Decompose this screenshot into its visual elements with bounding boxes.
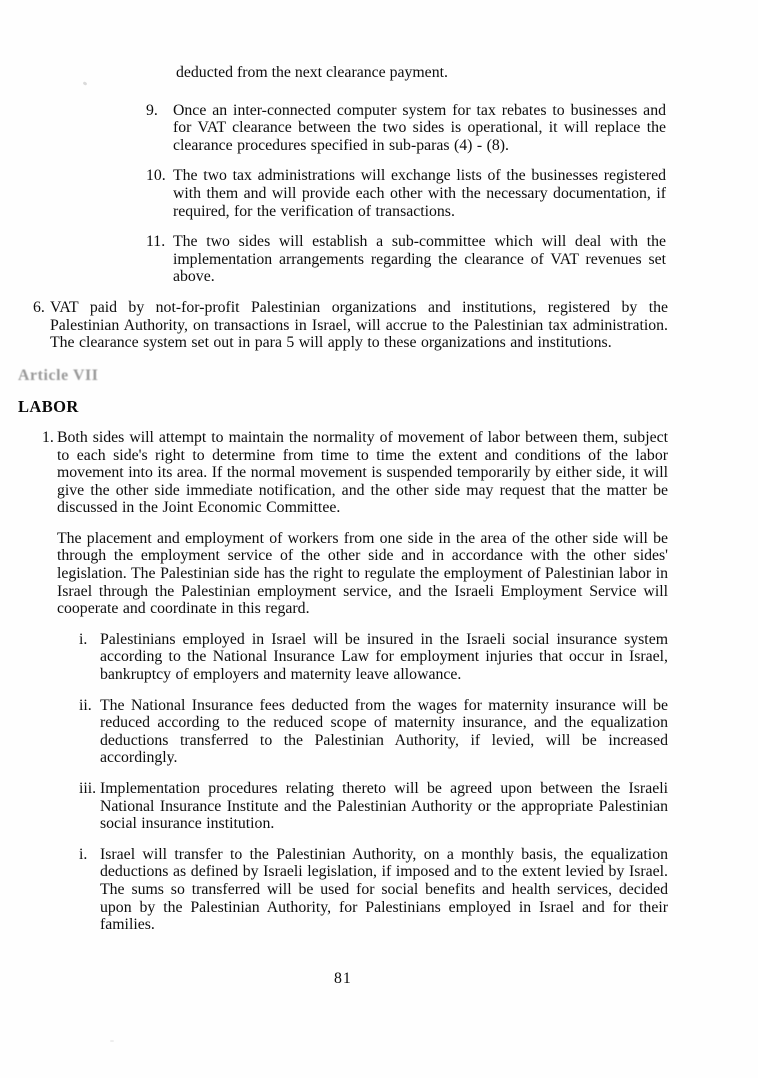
scan-speck-artifact xyxy=(110,1040,114,1042)
item-number: 10. xyxy=(146,167,166,185)
article-vii-heading: Article VII xyxy=(18,366,99,384)
list-item-11 xyxy=(146,233,666,286)
item-number: 6. xyxy=(33,298,45,316)
item-number: 1. xyxy=(42,428,54,446)
list-item-10 xyxy=(146,167,666,220)
roman-item-iii xyxy=(79,780,668,833)
page-number: 81 xyxy=(334,969,352,987)
item-text: Implementation procedures relating thereto will be agreed upon between the Israeli National Insurance Institute and the Palestinian Authority or the appropriate Palestinian social insurance institution. xyxy=(100,780,668,833)
item-marker: i. xyxy=(79,845,88,863)
item-text: Palestinians employed in Israel will be insured in the Israeli social insurance system according to the National Insurance Law for employment injuries that occur in Israel, bankruptcy of employers and maternity leave allowance. xyxy=(100,630,668,684)
list-item-1 xyxy=(42,429,668,517)
item-marker: iii. xyxy=(79,780,97,797)
roman-item-ii xyxy=(79,697,668,767)
item-text: Israel will transfer to the Palestinian Authority, on a monthly basis, the equalization deductions as defined by Israeli legislation, if imposed and to the extent levied by Israel. The sums so transferred will be used for social benefits and health services, decided upon by the Palestinian Authority, for Palestinians employed in Israel and for their families. xyxy=(100,845,668,934)
list-item-6 xyxy=(33,299,668,352)
roman-item-i-2 xyxy=(79,846,668,934)
labor-section-heading: LABOR xyxy=(18,397,79,417)
item-text: VAT paid by not-for-profit Palestinian organizations and institutions, registered by the Palestinian Authority, on transactions in Israel, will accrue to the Palestinian tax administration. The clearance system set out in para 5 will apply to these organizations and institutions. xyxy=(50,298,668,352)
item-text: The two tax administrations will exchange lists of the businesses registered with them and will provide each other with the necessary documentation, if required, for the verification of transactions. xyxy=(173,167,666,220)
item-text: The National Insurance fees deducted from the wages for maternity insurance will be reduced according to the reduced scope of maternity insurance, and the equalization deductions transferred to the Palestinian Authority, if levied, will be increased accordingly. xyxy=(100,696,668,767)
item-number: 9. xyxy=(146,101,158,119)
paragraph-continuation: deducted from the next clearance payment. xyxy=(176,64,448,81)
list-item-9 xyxy=(146,102,666,155)
item-text: Both sides will attempt to maintain the normality of movement of labor between them, subject to each side's right to determine from time to time the extent and conditions of the labor movement into its area. If the normal movement is suspended temporarily by either side, it will give the other side immediate notification, and the other side may request that the matter be discussed in the Joint Economic Committee. xyxy=(57,428,668,517)
scan-speck-artifact xyxy=(83,81,88,86)
roman-item-i xyxy=(79,631,668,684)
item-text: The two sides will establish a sub-committee which will deal with the implementation arrangements regarding the clearance of VAT revenues set above. xyxy=(173,233,666,286)
paragraph-employment-service: The placement and employment of workers from one side in the area of the other side will be through the employment service of the other side and in accordance with the other sides' legislation. The Palestinian side has the right to regulate the employment of Palestinian labor in Israel through the Palestinian employment service, and the Israeli Employment Service will cooperate and coordinate in this regard. xyxy=(57,529,668,618)
item-marker: i. xyxy=(79,630,88,648)
item-marker: ii. xyxy=(79,696,92,714)
item-number: 11. xyxy=(146,233,166,251)
item-text: Once an inter-connected computer system for tax rebates to businesses and for VAT clearance between the two sides is operational, it will replace the clearance procedures specified in sub-paras (4) - (8). xyxy=(173,101,666,154)
